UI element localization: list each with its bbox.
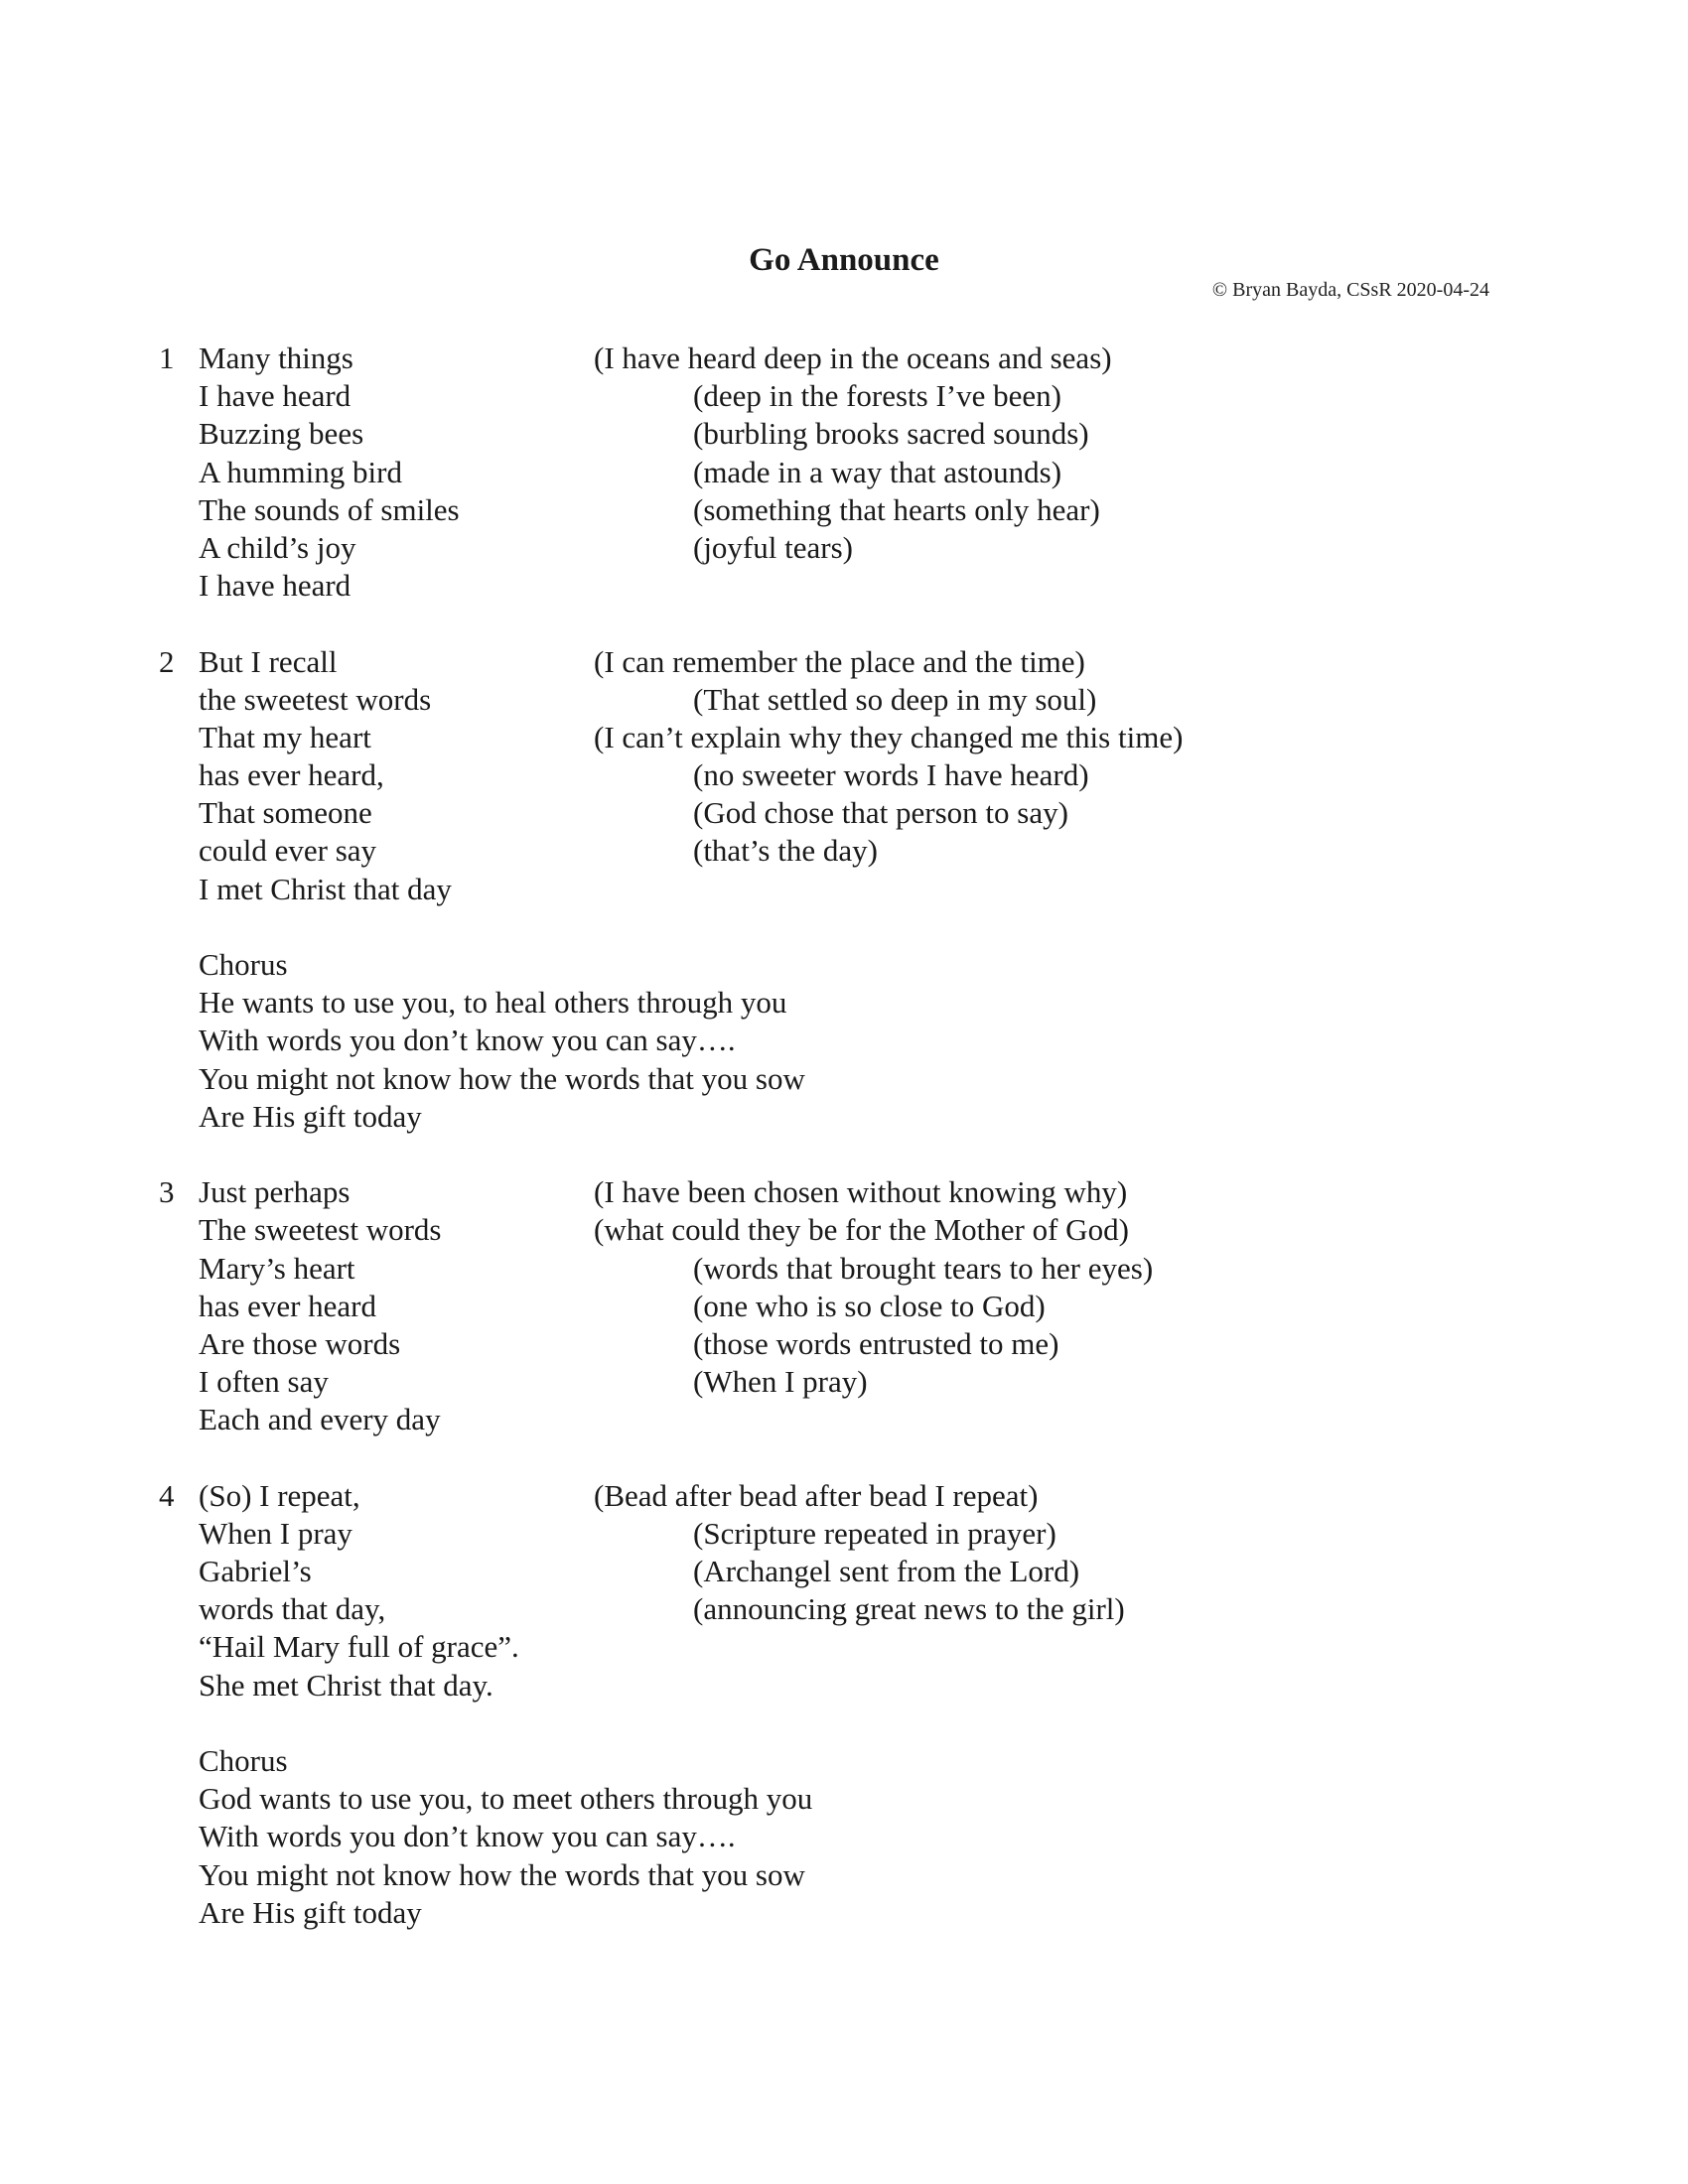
lyrics-body [0,340,1688,1932]
verse-line [199,529,1688,567]
lyric-response: (I have heard deep in the oceans and seas) [594,341,1112,375]
lyric-left: words that day, [199,1591,386,1627]
stanza-gap [0,1705,1688,1742]
lyric-left: could ever say [199,833,377,869]
lyric-left: (So) I repeat, [199,1477,360,1513]
lyric-left: Just perhaps [199,1174,351,1210]
lyric-left: When I pray [199,1515,352,1551]
lyric-response: (Scripture repeated in prayer) [693,1515,1056,1551]
chorus-2 [0,1742,1688,1932]
chorus-line [199,1022,1688,1059]
verse-1 [0,340,1688,605]
stanza-gap [0,1438,1688,1476]
lyric-left: Are those words [199,1325,401,1361]
verse-2 [0,643,1688,908]
lyric-response: (those words entrusted to me) [693,1325,1059,1361]
lyric-left: That someone [199,795,372,831]
verse-line [199,491,1688,529]
lyric-left: Many things [199,341,353,375]
stanza-gap [0,605,1688,642]
chorus-line [199,984,1688,1022]
lyric-response: (Bead after bead after bead I repeat) [594,1477,1039,1513]
lyric-left: A child’s joy [199,529,356,565]
lyric-left: the sweetest words [199,681,432,717]
verse-line [199,1590,1688,1628]
stanza-gap [0,908,1688,946]
verse-line [199,1211,1688,1249]
lyric-left: I often say [199,1364,329,1400]
lyric-response: (one who is so close to God) [693,1288,1046,1323]
lyric-left: I have heard [199,568,352,604]
verse-4 [0,1477,1688,1705]
chorus-text: You might not know how the words that you sow [199,1060,805,1096]
lyric-response: (words that brought tears to her eyes) [693,1250,1154,1286]
verse-number: 3 [159,1174,175,1210]
lyric-left: Gabriel’s [199,1554,312,1588]
verse-line [159,1477,1688,1515]
lyric-response: (I have been chosen without knowing why) [594,1174,1128,1210]
chorus-heading [199,946,1688,984]
lyric-left: A humming bird [199,454,402,489]
lyric-left: “Hail Mary full of grace”. [199,1629,519,1665]
lyric-left: has ever heard, [199,757,384,793]
lyric-left: I have heard [199,378,352,414]
chorus-line [199,1894,1688,1932]
stanza-gap [0,1136,1688,1173]
chorus-line [199,1060,1688,1098]
verse-3 [0,1173,1688,1438]
lyric-response: (something that hearts only hear) [693,491,1100,527]
lyric-response: (Archangel sent from the Lord) [693,1554,1080,1588]
lyric-response: (that’s the day) [693,833,878,869]
chorus-text: Are His gift today [199,1894,422,1930]
chorus-text: God wants to use you, to meet others through you [199,1781,813,1817]
chorus-line [199,1780,1688,1818]
lyric-left: She met Christ that day. [199,1667,493,1703]
verse-line [199,1628,1688,1666]
verse-line [199,567,1688,605]
lyric-response: (burbling brooks sacred sounds) [693,416,1089,452]
lyric-response: (announcing great news to the girl) [693,1591,1125,1627]
copyright-line: © Bryan Bayda, CSsR 2020-04-24 [1211,279,1489,301]
verse-number: 4 [159,1477,175,1513]
verse-line [199,719,1688,756]
verse-line [199,1363,1688,1401]
chorus-line [199,1098,1688,1136]
verse-line [199,1288,1688,1325]
verse-line [159,643,1688,681]
verse-line [199,377,1688,415]
chorus-heading-text: Chorus [199,947,288,982]
lyric-response: (joyful tears) [693,529,853,565]
lyric-left: I met Christ that day [199,871,452,906]
verse-line [199,794,1688,832]
chorus-line [199,1818,1688,1855]
lyric-response: (I can remember the place and the time) [594,643,1085,679]
lyric-response: (made in a way that astounds) [693,454,1062,489]
chorus-text: Are His gift today [199,1098,422,1134]
verse-line [159,1173,1688,1211]
verse-line [199,832,1688,870]
verse-line [199,681,1688,719]
lyric-left: Buzzing bees [199,416,364,452]
chorus-text: He wants to use you, to heal others through you [199,985,787,1021]
chorus-heading-text: Chorus [199,1742,288,1778]
lyric-response: (God chose that person to say) [693,795,1068,831]
verse-line [199,1250,1688,1288]
lyric-response: (what could they be for the Mother of God) [594,1212,1129,1248]
verse-line [199,756,1688,794]
lyric-left: Each and every day [199,1402,441,1437]
verse-line [199,871,1688,908]
chorus-text: With words you don’t know you can say…. [199,1023,736,1058]
lyric-response: (I can’t explain why they changed me this time) [594,719,1184,754]
lyric-left: Mary’s heart [199,1250,355,1286]
lyric-response: (That settled so deep in my soul) [693,681,1097,717]
lyric-left: The sweetest words [199,1212,442,1248]
verse-line [199,1401,1688,1438]
verse-line [199,415,1688,453]
verse-line [199,454,1688,491]
chorus-text: You might not know how the words that you sow [199,1856,805,1892]
chorus-heading [199,1742,1688,1780]
chorus-text: With words you don’t know you can say…. [199,1819,736,1854]
lyric-response: (no sweeter words I have heard) [693,757,1089,793]
verse-line [199,1515,1688,1553]
song-title: Go Announce [749,242,939,278]
lyric-response: (deep in the forests I’ve been) [693,378,1061,414]
chorus-line [199,1856,1688,1894]
verse-line [199,1667,1688,1705]
verse-number: 2 [159,643,175,679]
verse-line [159,340,1688,377]
verse-line [199,1325,1688,1363]
lyric-left: has ever heard [199,1288,377,1323]
lyric-left: The sounds of smiles [199,491,460,527]
verse-line [199,1553,1688,1590]
lyric-response: (When I pray) [693,1364,868,1400]
chorus-1 [0,946,1688,1136]
lyric-left: But I recall [199,643,338,679]
verse-number: 1 [159,341,175,375]
lyric-left: That my heart [199,719,371,754]
